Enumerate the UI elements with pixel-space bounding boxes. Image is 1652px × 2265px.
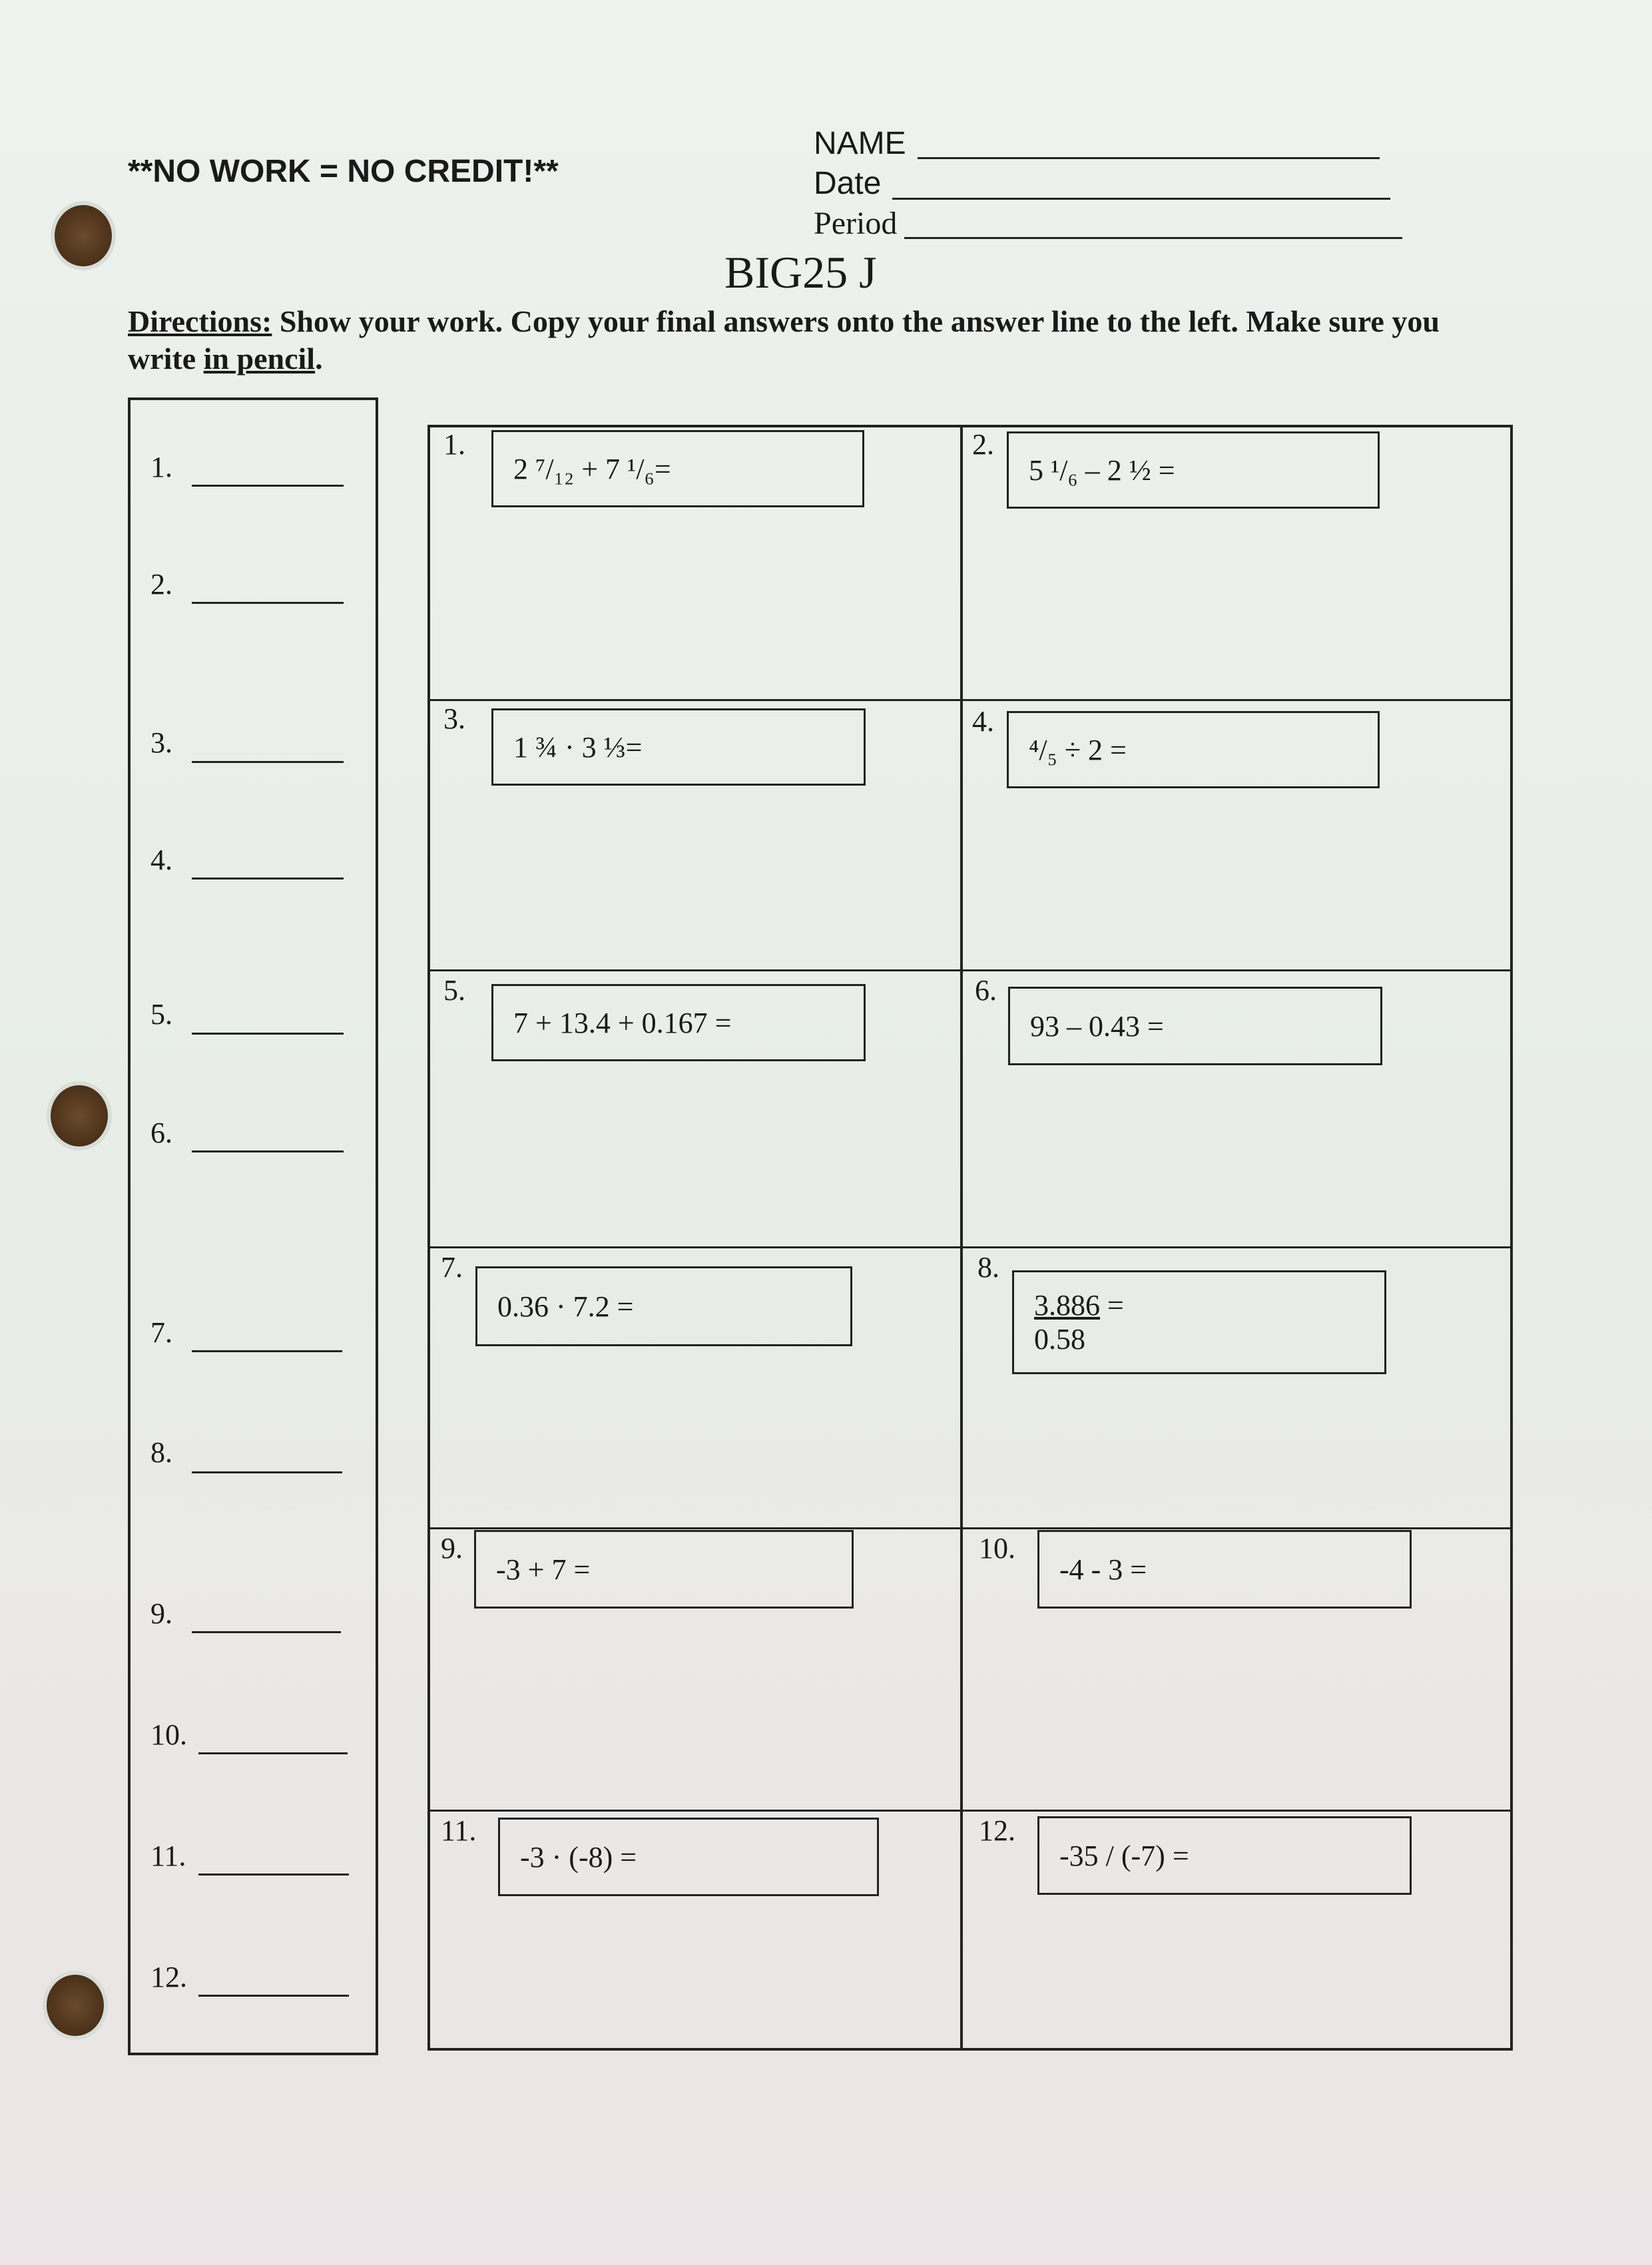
answer-label-7: 7.	[150, 1316, 172, 1349]
answer-label-12: 12.	[150, 1961, 187, 1993]
problem-8-equals: =	[1100, 1289, 1124, 1322]
problem-box-5	[491, 984, 866, 1061]
problem-number-6: 6.	[975, 974, 997, 1007]
worksheet-title: BIG25 J	[724, 247, 877, 298]
date-label: Date	[814, 166, 882, 201]
directions-body: Show your work. Copy your final answers onto the answer line to the left. Make sure you write	[128, 304, 1440, 376]
directions-end: .	[315, 342, 323, 376]
problem-number-4: 4.	[972, 705, 994, 738]
problem-number-10: 10.	[979, 1532, 1015, 1565]
problem-text-11: -3 · (-8) =	[520, 1840, 637, 1874]
directions-underlined: in pencil	[203, 342, 316, 376]
problem-box-12	[1037, 1816, 1412, 1895]
problem-number-1: 1.	[443, 428, 465, 461]
problem-text-2: 5 ¹/₆ – 2 ½ =	[1029, 453, 1175, 487]
answer-label-8: 8.	[150, 1436, 172, 1469]
grid-divider-vertical	[960, 425, 963, 2051]
answer-line-5[interactable]	[192, 1033, 344, 1035]
problem-box-7	[475, 1266, 852, 1346]
problem-text-10: -4 - 3 =	[1059, 1553, 1147, 1586]
problem-number-2: 2.	[972, 428, 994, 461]
answer-label-4: 4.	[150, 844, 172, 876]
problem-box-2	[1007, 431, 1380, 509]
problem-box-10	[1037, 1530, 1412, 1609]
problem-8-fraction-top	[1034, 1288, 1124, 1322]
answer-label-10: 10.	[150, 1718, 187, 1751]
problem-8-numerator: 3.886	[1034, 1289, 1100, 1322]
grid-divider-row-1	[427, 699, 1513, 701]
problem-box-3	[491, 708, 866, 786]
answer-column	[128, 397, 378, 2055]
answer-line-1[interactable]	[192, 485, 344, 487]
answer-label-1: 1.	[150, 451, 172, 483]
problem-number-12: 12.	[979, 1814, 1015, 1847]
directions-label: Directions:	[128, 304, 272, 338]
problem-box-4	[1007, 711, 1380, 788]
name-line[interactable]	[918, 157, 1380, 159]
problem-text-6: 93 – 0.43 =	[1030, 1009, 1164, 1043]
name-label: NAME	[814, 126, 906, 161]
problem-number-3: 3.	[443, 702, 465, 735]
answer-line-4[interactable]	[192, 878, 344, 880]
answer-line-9[interactable]	[192, 1631, 341, 1633]
problem-number-5: 5.	[443, 974, 465, 1007]
grid-divider-row-5	[427, 1810, 1513, 1812]
problem-box-6	[1008, 987, 1382, 1065]
grid-divider-row-4	[427, 1527, 1513, 1529]
problem-number-7: 7.	[441, 1251, 463, 1284]
grid-divider-row-2	[427, 969, 1513, 971]
answer-line-7[interactable]	[192, 1350, 342, 1352]
problem-number-9: 9.	[441, 1532, 463, 1565]
answer-label-9: 9.	[150, 1597, 172, 1630]
binder-hole-top	[55, 205, 112, 266]
answer-line-2[interactable]	[192, 602, 344, 604]
binder-hole-middle	[51, 1085, 108, 1146]
answer-line-6[interactable]	[192, 1150, 344, 1152]
binder-hole-bottom	[47, 1975, 104, 2036]
answer-line-11[interactable]	[198, 1874, 349, 1876]
problem-box-1	[491, 430, 864, 507]
answer-label-11: 11.	[150, 1840, 186, 1872]
answer-label-6: 6.	[150, 1117, 172, 1149]
problem-box-11	[498, 1818, 879, 1896]
directions-text	[128, 303, 1493, 378]
answer-line-3[interactable]	[192, 761, 344, 763]
no-work-warning: **NO WORK = NO CREDIT!**	[128, 154, 559, 189]
answer-label-5: 5.	[150, 998, 172, 1031]
problem-box-9	[474, 1530, 854, 1609]
date-line[interactable]	[892, 198, 1390, 200]
problem-box-8	[1012, 1270, 1386, 1374]
answer-label-2: 2.	[150, 568, 172, 601]
answer-line-10[interactable]	[198, 1752, 348, 1754]
answer-line-8[interactable]	[192, 1471, 342, 1473]
problem-text-12: -35 / (-7) =	[1059, 1839, 1189, 1872]
answer-label-3: 3.	[150, 726, 172, 759]
period-line[interactable]	[904, 237, 1402, 239]
problem-number-11: 11.	[441, 1814, 477, 1847]
problem-text-5: 7 + 13.4 + 0.167 =	[513, 1006, 732, 1039]
problem-text-1: 2 ⁷/₁₂ + 7 ¹/₆=	[513, 452, 671, 485]
problem-8-denominator: 0.58	[1034, 1323, 1085, 1356]
problem-grid	[427, 425, 1513, 2051]
problem-number-8: 8.	[977, 1251, 999, 1284]
problem-text-9: -3 + 7 =	[496, 1553, 591, 1586]
problem-text-7: 0.36 · 7.2 =	[497, 1290, 634, 1323]
period-label: Period	[814, 206, 898, 241]
problem-text-4: ⁴/₅ ÷ 2 =	[1029, 733, 1127, 766]
grid-divider-row-3	[427, 1246, 1513, 1248]
problem-text-3: 1 ¾ · 3 ⅓=	[513, 730, 643, 764]
answer-line-12[interactable]	[198, 1995, 349, 1997]
